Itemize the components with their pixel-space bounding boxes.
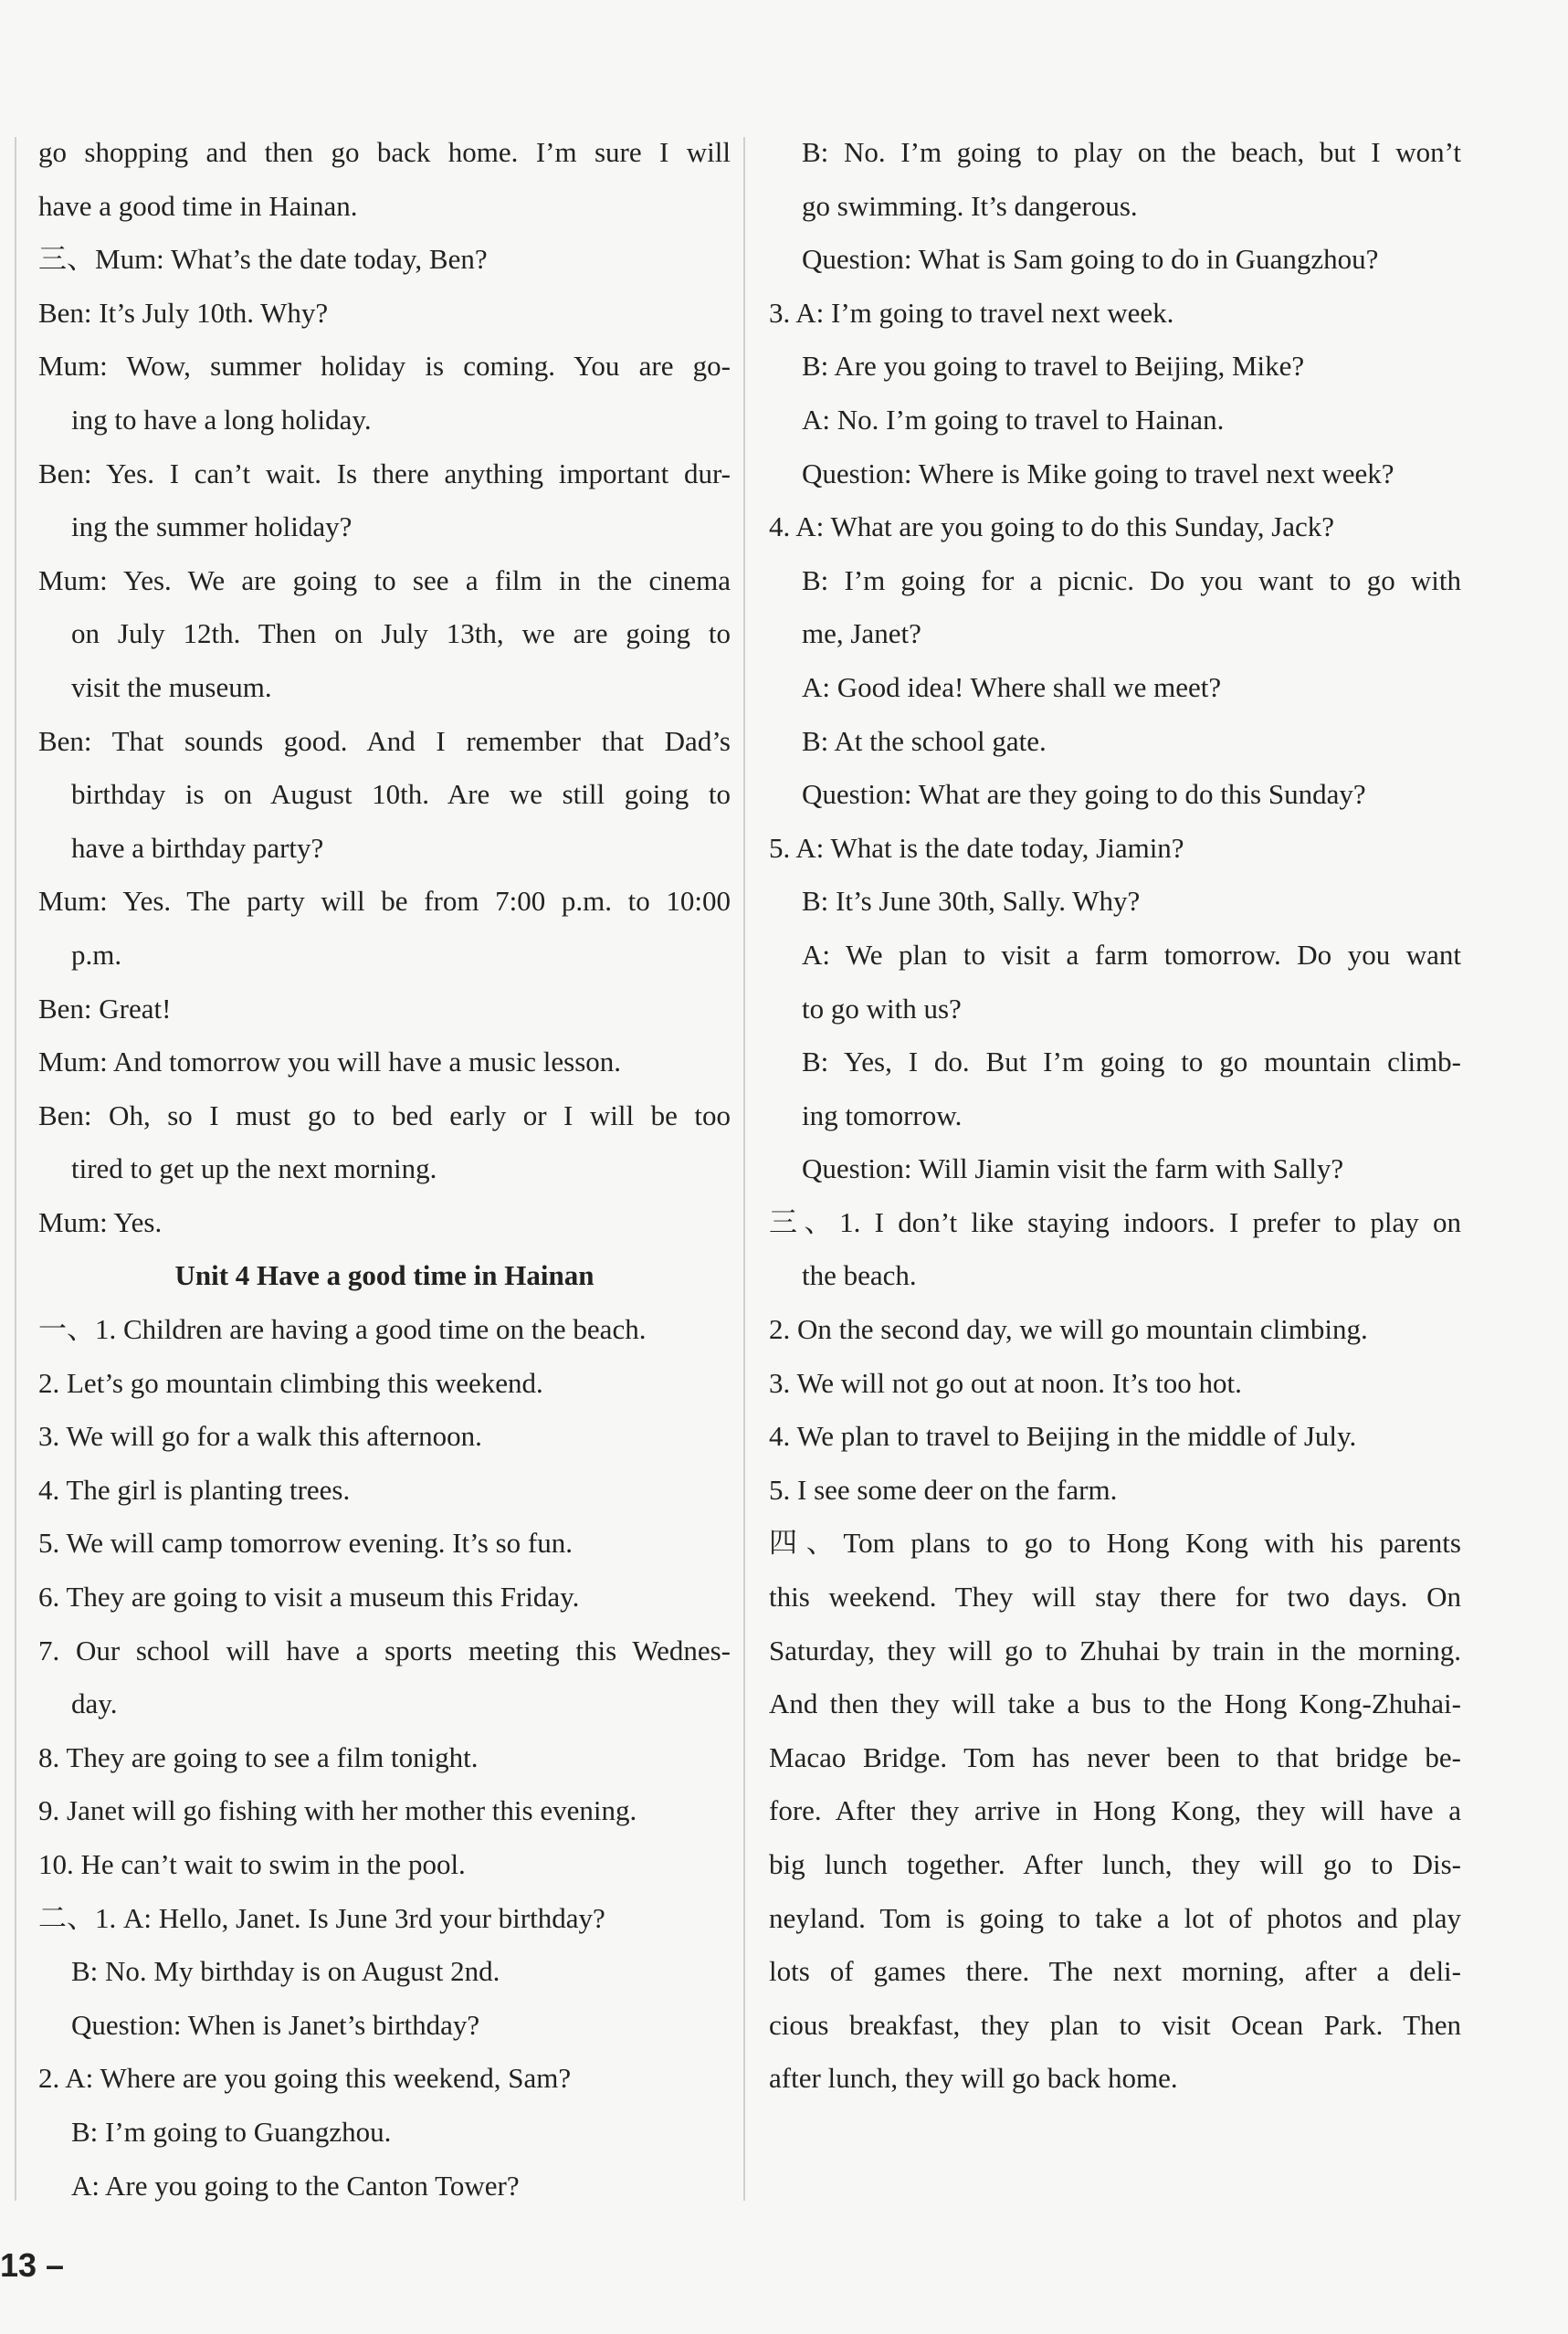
text-line: tired to get up the next morning. [71,1152,437,1185]
text-line: ing tomorrow. [802,1099,963,1131]
text-line: p.m. [71,938,122,971]
text-line: Saturday, they will go to Zhuhai by train in the morning. [769,1634,1461,1666]
text-line: have a birthday party? [71,831,324,864]
text-line: B: It’s June 30th, Sally. Why? [802,885,1141,918]
text-line: ing to have a long holiday. [71,403,372,436]
text-line: big lunch together. After lunch, they will go to Dis- [769,1848,1461,1880]
left-column [38,126,731,2213]
text-line: 四、Tom plans to go to Hong Kong with his parents [769,1527,1461,1560]
text-line: A: Good idea! Where shall we meet? [802,670,1222,703]
text-line: 二、1. A: Hello, Janet. Is June 3rd your birthday? [38,1901,605,1934]
text-line: 8. They are going to see a film tonight. [38,1740,479,1773]
text-line: 2. Let’s go mountain climbing this weekend. [38,1366,543,1399]
text-line: Mum: Yes. [38,1205,163,1238]
text-line: 一、1. Children are having a good time on the beach. [38,1313,647,1346]
text-line: me, Janet? [802,617,921,650]
text-line: 三、Mum: What’s the date today, Ben? [38,243,488,276]
left-margin-rule [15,137,16,2201]
text-line: 7. Our school will have a sports meeting this Wednes- [38,1634,731,1666]
text-line: fore. After they arrive in Hong Kong, they will have a [769,1794,1461,1827]
text-line: Mum: And tomorrow you will have a music lesson. [38,1046,622,1078]
text-line: Ben: That sounds good. And I remember that Dad’s [38,724,731,757]
text-line: to go with us? [802,992,962,1025]
text-line: Ben: Great! [38,992,172,1025]
text-line: B: I’m going to Guangzhou. [71,2115,392,2148]
text-line: visit the museum. [71,670,272,703]
text-line: birthday is on August 10th. Are we still going to [71,778,731,811]
text-line: A: We plan to visit a farm tomorrow. Do you want [802,938,1461,971]
text-line: 4. The girl is planting trees. [38,1473,351,1506]
text-line: Mum: Wow, summer holiday is coming. You are go- [38,350,731,383]
text-line: Ben: Yes. I can’t wait. Is there anything important dur- [38,457,731,489]
text-line: 6. They are going to visit a museum this Friday. [38,1581,580,1614]
text-line: lots of games there. The next morning, after a deli- [769,1955,1461,1988]
text-line: Question: What are they going to do this Sunday? [802,778,1366,811]
text-line: day. [71,1687,118,1720]
text-line: Ben: Oh, so I must go to bed early or I will be too [38,1099,731,1131]
text-line: 10. He can’t wait to swim in the pool. [38,1848,466,1880]
text-line: this weekend. They will stay there for two days. On [769,1581,1461,1614]
text-line: after lunch, they will go back home. [769,2062,1178,2095]
text-line: Mum: Yes. We are going to see a film in the cinema [38,563,731,596]
text-line: Question: What is Sam going to do in Guangzhou? [802,243,1379,276]
text-line: Ben: It’s July 10th. Why? [38,296,329,329]
text-line: 3. We will not go out at noon. It’s too hot. [769,1366,1242,1399]
text-line: have a good time in Hainan. [38,189,358,222]
text-line: 5. I see some deer on the farm. [769,1473,1118,1506]
text-line: A: No. I’m going to travel to Hainan. [802,403,1225,436]
text-line: 4. A: What are you going to do this Sunday, Jack? [769,510,1335,543]
text-line: the beach. [802,1259,917,1292]
text-line: Macao Bridge. Tom has never been to that bridge be- [769,1740,1461,1773]
page-number: 13 – [0,2246,65,2284]
text-line: B: Are you going to travel to Beijing, Mike? [802,350,1305,383]
right-column [769,126,1461,2106]
text-line: Question: Where is Mike going to travel next week? [802,457,1394,489]
text-line: Mum: Yes. The party will be from 7:00 p.m. to 10:00 [38,885,731,918]
text-line: 5. We will camp tomorrow evening. It’s so fun. [38,1527,573,1560]
text-line: go swimming. It’s dangerous. [802,189,1138,222]
text-line: on July 12th. Then on July 13th, we are going to [71,617,731,650]
text-line: A: Are you going to the Canton Tower? [71,2169,520,2202]
text-line: Question: When is Janet’s birthday? [71,2008,480,2041]
text-line: And then they will take a bus to the Hong Kong-Zhuhai- [769,1687,1461,1720]
text-line: 4. We plan to travel to Beijing in the middle of July. [769,1420,1357,1453]
text-line: Question: Will Jiamin visit the farm with Sally? [802,1152,1344,1185]
unit-heading: Unit 4 Have a good time in Hainan [174,1259,595,1292]
text-line: 三、1. I don’t like staying indoors. I prefer to play on [769,1205,1461,1238]
text-line: 5. A: What is the date today, Jiamin? [769,831,1184,864]
text-line: 3. A: I’m going to travel next week. [769,296,1174,329]
text-line: 9. Janet will go fishing with her mother this evening. [38,1794,637,1827]
column-divider [743,137,745,2201]
text-line: cious breakfast, they plan to visit Ocean Park. Then [769,2008,1461,2041]
text-line: 2. A: Where are you going this weekend, Sam? [38,2062,572,2095]
text-line: go shopping and then go back home. I’m sure I will [38,136,731,168]
text-line: B: No. I’m going to play on the beach, but I won’t [802,136,1461,168]
text-line: B: No. My birthday is on August 2nd. [71,1955,500,1988]
text-line: ing the summer holiday? [71,510,353,543]
text-line: B: At the school gate. [802,724,1047,757]
text-line: 2. On the second day, we will go mountain climbing. [769,1313,1368,1346]
text-line: neyland. Tom is going to take a lot of photos and play [769,1901,1461,1934]
text-line: 3. We will go for a walk this afternoon. [38,1420,482,1453]
text-line: B: Yes, I do. But I’m going to go mountain climb- [802,1046,1461,1078]
text-line: B: I’m going for a picnic. Do you want to go with [802,563,1461,596]
